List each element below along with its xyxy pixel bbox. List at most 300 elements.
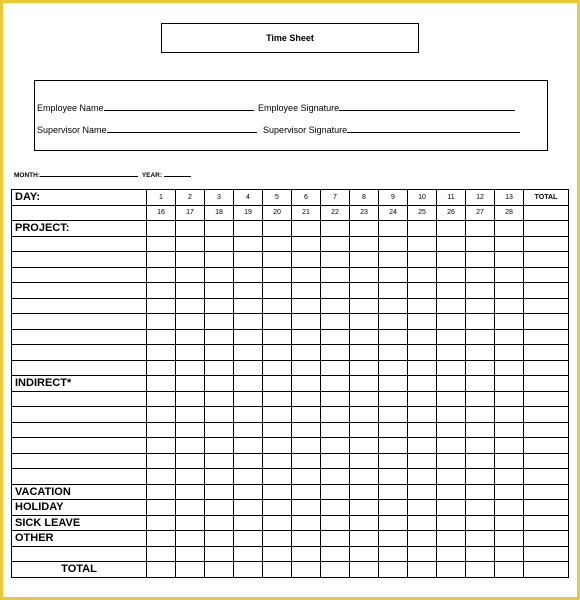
hours-cell[interactable] xyxy=(437,438,466,454)
hours-cell[interactable] xyxy=(350,376,379,392)
hours-cell[interactable] xyxy=(321,500,350,516)
hours-cell[interactable] xyxy=(147,298,176,314)
hours-cell[interactable] xyxy=(176,391,205,407)
hours-cell[interactable] xyxy=(234,515,263,531)
hours-cell[interactable] xyxy=(321,531,350,547)
hours-cell[interactable] xyxy=(321,267,350,283)
hours-cell[interactable] xyxy=(466,391,495,407)
hours-cell[interactable] xyxy=(205,562,234,578)
hours-cell[interactable] xyxy=(408,283,437,299)
hours-cell[interactable] xyxy=(176,453,205,469)
hours-cell[interactable] xyxy=(350,329,379,345)
hours-cell[interactable] xyxy=(321,484,350,500)
hours-cell[interactable] xyxy=(524,422,569,438)
hours-cell[interactable] xyxy=(437,453,466,469)
hours-cell[interactable] xyxy=(495,546,524,562)
hours-cell[interactable] xyxy=(466,484,495,500)
hours-cell[interactable] xyxy=(147,484,176,500)
hours-cell[interactable] xyxy=(495,267,524,283)
hours-cell[interactable] xyxy=(263,484,292,500)
hours-cell[interactable] xyxy=(263,407,292,423)
hours-cell[interactable] xyxy=(205,345,234,361)
hours-cell[interactable] xyxy=(495,469,524,485)
hours-cell[interactable] xyxy=(147,546,176,562)
hours-cell[interactable] xyxy=(437,252,466,268)
hours-cell[interactable] xyxy=(379,531,408,547)
hours-cell[interactable] xyxy=(176,407,205,423)
hours-cell[interactable] xyxy=(176,360,205,376)
hours-cell[interactable] xyxy=(408,531,437,547)
hours-cell[interactable] xyxy=(466,546,495,562)
hours-cell[interactable] xyxy=(321,562,350,578)
hours-cell[interactable] xyxy=(466,360,495,376)
hours-cell[interactable] xyxy=(292,484,321,500)
hours-cell[interactable] xyxy=(263,562,292,578)
hours-cell[interactable] xyxy=(408,360,437,376)
hours-cell[interactable] xyxy=(379,469,408,485)
hours-cell[interactable] xyxy=(466,252,495,268)
hours-cell[interactable] xyxy=(495,531,524,547)
hours-cell[interactable] xyxy=(524,252,569,268)
hours-cell[interactable] xyxy=(292,267,321,283)
hours-cell[interactable] xyxy=(147,236,176,252)
hours-cell[interactable] xyxy=(495,376,524,392)
hours-cell[interactable] xyxy=(495,329,524,345)
hours-cell[interactable] xyxy=(176,376,205,392)
hours-cell[interactable] xyxy=(466,267,495,283)
hours-cell[interactable] xyxy=(408,391,437,407)
hours-cell[interactable] xyxy=(263,236,292,252)
hours-cell[interactable] xyxy=(292,515,321,531)
hours-cell[interactable] xyxy=(350,438,379,454)
hours-cell[interactable] xyxy=(147,376,176,392)
employee-name-field[interactable] xyxy=(104,101,254,111)
hours-cell[interactable] xyxy=(437,531,466,547)
hours-cell[interactable] xyxy=(379,329,408,345)
hours-cell[interactable] xyxy=(350,314,379,330)
hours-cell[interactable] xyxy=(321,407,350,423)
hours-cell[interactable] xyxy=(466,345,495,361)
hours-cell[interactable] xyxy=(147,345,176,361)
hours-cell[interactable] xyxy=(234,422,263,438)
hours-cell[interactable] xyxy=(321,391,350,407)
hours-cell[interactable] xyxy=(350,562,379,578)
hours-cell[interactable] xyxy=(379,236,408,252)
hours-cell[interactable] xyxy=(524,500,569,516)
hours-cell[interactable] xyxy=(263,515,292,531)
hours-cell[interactable] xyxy=(292,562,321,578)
hours-cell[interactable] xyxy=(408,469,437,485)
hours-cell[interactable] xyxy=(263,298,292,314)
hours-cell[interactable] xyxy=(234,546,263,562)
hours-cell[interactable] xyxy=(495,407,524,423)
hours-cell[interactable] xyxy=(292,345,321,361)
hours-cell[interactable] xyxy=(437,267,466,283)
hours-cell[interactable] xyxy=(524,469,569,485)
hours-cell[interactable] xyxy=(321,422,350,438)
hours-cell[interactable] xyxy=(379,345,408,361)
month-field[interactable] xyxy=(40,169,138,177)
hours-cell[interactable] xyxy=(321,515,350,531)
hours-cell[interactable] xyxy=(437,500,466,516)
hours-cell[interactable] xyxy=(524,314,569,330)
hours-cell[interactable] xyxy=(205,546,234,562)
year-field[interactable] xyxy=(164,169,191,177)
hours-cell[interactable] xyxy=(379,546,408,562)
hours-cell[interactable] xyxy=(495,314,524,330)
hours-cell[interactable] xyxy=(147,221,176,237)
hours-cell[interactable] xyxy=(263,345,292,361)
hours-cell[interactable] xyxy=(408,546,437,562)
hours-cell[interactable] xyxy=(408,422,437,438)
hours-cell[interactable] xyxy=(234,252,263,268)
hours-cell[interactable] xyxy=(350,267,379,283)
hours-cell[interactable] xyxy=(350,500,379,516)
hours-cell[interactable] xyxy=(292,546,321,562)
hours-cell[interactable] xyxy=(147,314,176,330)
hours-cell[interactable] xyxy=(379,562,408,578)
hours-cell[interactable] xyxy=(408,314,437,330)
hours-cell[interactable] xyxy=(350,515,379,531)
hours-cell[interactable] xyxy=(437,422,466,438)
hours-cell[interactable] xyxy=(408,407,437,423)
hours-cell[interactable] xyxy=(524,562,569,578)
hours-cell[interactable] xyxy=(176,314,205,330)
hours-cell[interactable] xyxy=(350,453,379,469)
hours-cell[interactable] xyxy=(147,391,176,407)
hours-cell[interactable] xyxy=(205,283,234,299)
hours-cell[interactable] xyxy=(176,236,205,252)
hours-cell[interactable] xyxy=(437,298,466,314)
hours-cell[interactable] xyxy=(350,469,379,485)
hours-cell[interactable] xyxy=(292,236,321,252)
hours-cell[interactable] xyxy=(495,453,524,469)
hours-cell[interactable] xyxy=(292,314,321,330)
hours-cell[interactable] xyxy=(524,345,569,361)
hours-cell[interactable] xyxy=(408,500,437,516)
hours-cell[interactable] xyxy=(466,453,495,469)
hours-cell[interactable] xyxy=(350,298,379,314)
hours-cell[interactable] xyxy=(379,407,408,423)
hours-cell[interactable] xyxy=(524,531,569,547)
hours-cell[interactable] xyxy=(495,562,524,578)
hours-cell[interactable] xyxy=(147,329,176,345)
hours-cell[interactable] xyxy=(292,453,321,469)
hours-cell[interactable] xyxy=(205,252,234,268)
hours-cell[interactable] xyxy=(321,546,350,562)
hours-cell[interactable] xyxy=(466,500,495,516)
hours-cell[interactable] xyxy=(524,376,569,392)
hours-cell[interactable] xyxy=(234,391,263,407)
hours-cell[interactable] xyxy=(408,438,437,454)
hours-cell[interactable] xyxy=(176,267,205,283)
hours-cell[interactable] xyxy=(437,484,466,500)
hours-cell[interactable] xyxy=(379,360,408,376)
hours-cell[interactable] xyxy=(147,531,176,547)
hours-cell[interactable] xyxy=(234,283,263,299)
hours-cell[interactable] xyxy=(466,283,495,299)
hours-cell[interactable] xyxy=(524,267,569,283)
hours-cell[interactable] xyxy=(205,298,234,314)
hours-cell[interactable] xyxy=(205,236,234,252)
hours-cell[interactable] xyxy=(205,376,234,392)
hours-cell[interactable] xyxy=(321,298,350,314)
hours-cell[interactable] xyxy=(524,221,569,237)
hours-cell[interactable] xyxy=(437,376,466,392)
supervisor-name-field[interactable] xyxy=(107,123,257,133)
hours-cell[interactable] xyxy=(379,515,408,531)
hours-cell[interactable] xyxy=(437,469,466,485)
hours-cell[interactable] xyxy=(495,252,524,268)
hours-cell[interactable] xyxy=(321,376,350,392)
hours-cell[interactable] xyxy=(321,329,350,345)
hours-cell[interactable] xyxy=(379,314,408,330)
hours-cell[interactable] xyxy=(147,252,176,268)
hours-cell[interactable] xyxy=(263,314,292,330)
hours-cell[interactable] xyxy=(495,391,524,407)
hours-cell[interactable] xyxy=(495,484,524,500)
hours-cell[interactable] xyxy=(524,453,569,469)
hours-cell[interactable] xyxy=(466,329,495,345)
hours-cell[interactable] xyxy=(147,453,176,469)
hours-cell[interactable] xyxy=(147,469,176,485)
hours-cell[interactable] xyxy=(205,484,234,500)
hours-cell[interactable] xyxy=(408,329,437,345)
hours-cell[interactable] xyxy=(524,484,569,500)
hours-cell[interactable] xyxy=(350,345,379,361)
hours-cell[interactable] xyxy=(263,267,292,283)
hours-cell[interactable] xyxy=(408,221,437,237)
hours-cell[interactable] xyxy=(350,407,379,423)
hours-cell[interactable] xyxy=(379,438,408,454)
hours-cell[interactable] xyxy=(263,221,292,237)
hours-cell[interactable] xyxy=(437,391,466,407)
hours-cell[interactable] xyxy=(495,515,524,531)
hours-cell[interactable] xyxy=(176,515,205,531)
hours-cell[interactable] xyxy=(321,453,350,469)
hours-cell[interactable] xyxy=(524,298,569,314)
hours-cell[interactable] xyxy=(495,236,524,252)
hours-cell[interactable] xyxy=(147,283,176,299)
hours-cell[interactable] xyxy=(524,360,569,376)
hours-cell[interactable] xyxy=(205,407,234,423)
hours-cell[interactable] xyxy=(147,438,176,454)
hours-cell[interactable] xyxy=(524,236,569,252)
hours-cell[interactable] xyxy=(379,298,408,314)
hours-cell[interactable] xyxy=(437,360,466,376)
hours-cell[interactable] xyxy=(466,298,495,314)
hours-cell[interactable] xyxy=(292,252,321,268)
employee-signature-field[interactable] xyxy=(339,101,515,111)
hours-cell[interactable] xyxy=(408,345,437,361)
hours-cell[interactable] xyxy=(263,469,292,485)
hours-cell[interactable] xyxy=(350,283,379,299)
hours-cell[interactable] xyxy=(176,469,205,485)
hours-cell[interactable] xyxy=(263,453,292,469)
hours-cell[interactable] xyxy=(205,360,234,376)
hours-cell[interactable] xyxy=(234,376,263,392)
hours-cell[interactable] xyxy=(321,283,350,299)
hours-cell[interactable] xyxy=(292,469,321,485)
hours-cell[interactable] xyxy=(234,453,263,469)
hours-cell[interactable] xyxy=(495,422,524,438)
hours-cell[interactable] xyxy=(321,360,350,376)
hours-cell[interactable] xyxy=(466,221,495,237)
supervisor-signature-field[interactable] xyxy=(347,123,520,133)
hours-cell[interactable] xyxy=(321,314,350,330)
hours-cell[interactable] xyxy=(495,221,524,237)
hours-cell[interactable] xyxy=(205,221,234,237)
hours-cell[interactable] xyxy=(205,469,234,485)
hours-cell[interactable] xyxy=(292,391,321,407)
hours-cell[interactable] xyxy=(234,531,263,547)
hours-cell[interactable] xyxy=(379,376,408,392)
hours-cell[interactable] xyxy=(321,438,350,454)
hours-cell[interactable] xyxy=(437,562,466,578)
hours-cell[interactable] xyxy=(321,221,350,237)
hours-cell[interactable] xyxy=(176,329,205,345)
hours-cell[interactable] xyxy=(524,329,569,345)
hours-cell[interactable] xyxy=(234,438,263,454)
hours-cell[interactable] xyxy=(350,546,379,562)
hours-cell[interactable] xyxy=(176,298,205,314)
hours-cell[interactable] xyxy=(437,236,466,252)
hours-cell[interactable] xyxy=(437,515,466,531)
hours-cell[interactable] xyxy=(147,422,176,438)
hours-cell[interactable] xyxy=(292,531,321,547)
hours-cell[interactable] xyxy=(495,500,524,516)
hours-cell[interactable] xyxy=(176,221,205,237)
hours-cell[interactable] xyxy=(437,221,466,237)
hours-cell[interactable] xyxy=(495,345,524,361)
hours-cell[interactable] xyxy=(205,531,234,547)
hours-cell[interactable] xyxy=(234,329,263,345)
hours-cell[interactable] xyxy=(263,283,292,299)
hours-cell[interactable] xyxy=(408,376,437,392)
hours-cell[interactable] xyxy=(408,484,437,500)
hours-cell[interactable] xyxy=(408,252,437,268)
hours-cell[interactable] xyxy=(176,531,205,547)
hours-cell[interactable] xyxy=(205,453,234,469)
hours-cell[interactable] xyxy=(176,500,205,516)
hours-cell[interactable] xyxy=(408,236,437,252)
hours-cell[interactable] xyxy=(263,376,292,392)
hours-cell[interactable] xyxy=(350,236,379,252)
hours-cell[interactable] xyxy=(234,484,263,500)
hours-cell[interactable] xyxy=(379,500,408,516)
hours-cell[interactable] xyxy=(350,484,379,500)
hours-cell[interactable] xyxy=(437,314,466,330)
hours-cell[interactable] xyxy=(524,391,569,407)
hours-cell[interactable] xyxy=(234,407,263,423)
hours-cell[interactable] xyxy=(292,329,321,345)
hours-cell[interactable] xyxy=(147,407,176,423)
hours-cell[interactable] xyxy=(379,252,408,268)
hours-cell[interactable] xyxy=(176,438,205,454)
hours-cell[interactable] xyxy=(205,500,234,516)
hours-cell[interactable] xyxy=(321,345,350,361)
hours-cell[interactable] xyxy=(292,360,321,376)
hours-cell[interactable] xyxy=(437,407,466,423)
hours-cell[interactable] xyxy=(524,546,569,562)
hours-cell[interactable] xyxy=(466,469,495,485)
hours-cell[interactable] xyxy=(408,562,437,578)
hours-cell[interactable] xyxy=(263,422,292,438)
hours-cell[interactable] xyxy=(437,283,466,299)
hours-cell[interactable] xyxy=(234,236,263,252)
hours-cell[interactable] xyxy=(524,407,569,423)
hours-cell[interactable] xyxy=(495,360,524,376)
hours-cell[interactable] xyxy=(466,407,495,423)
hours-cell[interactable] xyxy=(466,376,495,392)
hours-cell[interactable] xyxy=(524,438,569,454)
hours-cell[interactable] xyxy=(379,453,408,469)
hours-cell[interactable] xyxy=(234,298,263,314)
hours-cell[interactable] xyxy=(292,422,321,438)
hours-cell[interactable] xyxy=(292,283,321,299)
hours-cell[interactable] xyxy=(176,546,205,562)
hours-cell[interactable] xyxy=(466,236,495,252)
hours-cell[interactable] xyxy=(234,221,263,237)
hours-cell[interactable] xyxy=(437,345,466,361)
hours-cell[interactable] xyxy=(292,500,321,516)
hours-cell[interactable] xyxy=(379,221,408,237)
hours-cell[interactable] xyxy=(321,252,350,268)
hours-cell[interactable] xyxy=(263,329,292,345)
hours-cell[interactable] xyxy=(176,484,205,500)
hours-cell[interactable] xyxy=(205,314,234,330)
hours-cell[interactable] xyxy=(466,515,495,531)
hours-cell[interactable] xyxy=(205,329,234,345)
hours-cell[interactable] xyxy=(176,562,205,578)
hours-cell[interactable] xyxy=(263,252,292,268)
hours-cell[interactable] xyxy=(205,391,234,407)
hours-cell[interactable] xyxy=(408,298,437,314)
hours-cell[interactable] xyxy=(350,531,379,547)
hours-cell[interactable] xyxy=(466,438,495,454)
hours-cell[interactable] xyxy=(466,422,495,438)
hours-cell[interactable] xyxy=(379,283,408,299)
hours-cell[interactable] xyxy=(147,360,176,376)
hours-cell[interactable] xyxy=(176,252,205,268)
hours-cell[interactable] xyxy=(205,267,234,283)
hours-cell[interactable] xyxy=(379,391,408,407)
hours-cell[interactable] xyxy=(408,267,437,283)
hours-cell[interactable] xyxy=(524,283,569,299)
hours-cell[interactable] xyxy=(263,531,292,547)
hours-cell[interactable] xyxy=(408,515,437,531)
hours-cell[interactable] xyxy=(379,422,408,438)
hours-cell[interactable] xyxy=(321,236,350,252)
hours-cell[interactable] xyxy=(176,283,205,299)
hours-cell[interactable] xyxy=(350,252,379,268)
hours-cell[interactable] xyxy=(263,438,292,454)
hours-cell[interactable] xyxy=(379,484,408,500)
hours-cell[interactable] xyxy=(466,562,495,578)
hours-cell[interactable] xyxy=(437,329,466,345)
hours-cell[interactable] xyxy=(176,345,205,361)
hours-cell[interactable] xyxy=(350,360,379,376)
hours-cell[interactable] xyxy=(263,546,292,562)
hours-cell[interactable] xyxy=(495,438,524,454)
hours-cell[interactable] xyxy=(263,391,292,407)
hours-cell[interactable] xyxy=(205,515,234,531)
hours-cell[interactable] xyxy=(292,298,321,314)
hours-cell[interactable] xyxy=(234,562,263,578)
hours-cell[interactable] xyxy=(350,221,379,237)
hours-cell[interactable] xyxy=(234,345,263,361)
hours-cell[interactable] xyxy=(466,531,495,547)
